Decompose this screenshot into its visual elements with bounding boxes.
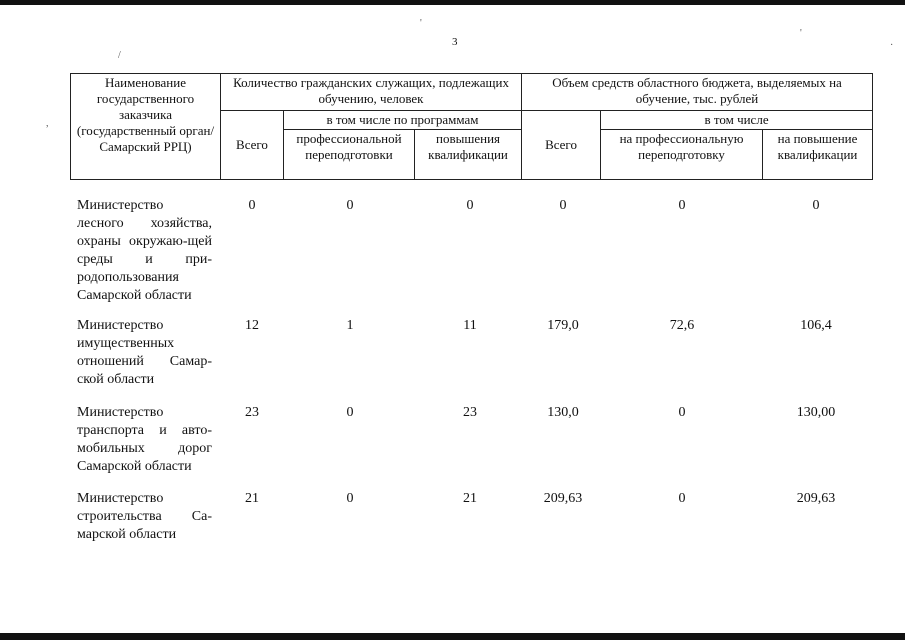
- row-budget-retraining: 0: [678, 198, 686, 213]
- row-count-qualification: 23: [463, 405, 477, 420]
- page-number: 3: [452, 36, 458, 48]
- row-name: Министерство строительства Са-марской области: [77, 491, 212, 542]
- header-budget-total: Всего: [522, 111, 601, 180]
- row-budget-total: 209,63: [543, 491, 583, 506]
- header-count-group: Количество гражданских служащих, подлежащих обучению, человек: [221, 74, 522, 111]
- row-budget-retraining: 72,6: [669, 318, 695, 333]
- header-count-retraining: профессиональной переподготовки: [284, 130, 415, 180]
- row-count-total: 21: [245, 491, 259, 506]
- row-budget-retraining: 0: [678, 491, 686, 506]
- row-count-retraining: 0: [346, 491, 354, 506]
- row-count-qualification: 11: [463, 318, 477, 333]
- row-name: Министерство лесного хозяйства, охраны окружаю-щей среды и при-родопользования Самарской области: [77, 198, 212, 303]
- row-budget-total: 0: [559, 198, 567, 213]
- row-count-total: 12: [245, 318, 259, 333]
- header-count-qualification: повышения квалификации: [415, 130, 522, 180]
- header-budget-including: в том числе: [601, 111, 873, 130]
- row-budget-qualification: 106,4: [800, 318, 832, 333]
- scan-speck: ': [800, 28, 802, 39]
- scan-speck: /: [118, 50, 121, 61]
- row-count-qualification: 21: [463, 491, 477, 506]
- header-count-total: Всего: [221, 111, 284, 180]
- header-count-subprograms: в том числе по программам: [284, 111, 522, 130]
- row-name: Министерство транспорта и авто-мобильных дорог Самарской области: [77, 405, 212, 474]
- row-count-retraining: 0: [346, 405, 354, 420]
- row-count-qualification: 0: [466, 198, 474, 213]
- row-budget-total: 179,0: [547, 318, 579, 333]
- row-budget-qualification: 0: [812, 198, 820, 213]
- scan-speck: ,: [46, 118, 49, 129]
- header-budget-qualification: на повышение квалификации: [763, 130, 873, 180]
- scan-speck: ': [420, 18, 422, 29]
- row-budget-qualification: 209,63: [796, 491, 836, 506]
- row-budget-qualification: 130,00: [796, 405, 836, 420]
- row-count-total: 0: [248, 198, 256, 213]
- row-count-total: 23: [245, 405, 259, 420]
- row-budget-retraining: 0: [678, 405, 686, 420]
- header-budget-group: Объем средств областного бюджета, выделяемых на обучение, тыс. рублей: [522, 74, 873, 111]
- header-budget-retraining: на профессиональную переподготовку: [601, 130, 763, 180]
- header-name-column: Наименование государственного заказчика (государственный орган/Самарский РРЦ): [71, 74, 221, 180]
- row-count-retraining: 0: [346, 198, 354, 213]
- row-name: Министерство имущественных отношений Самар-ской области: [77, 318, 212, 387]
- row-budget-total: 130,0: [547, 405, 579, 420]
- row-count-retraining: 1: [346, 318, 354, 333]
- scan-speck: ·: [890, 40, 894, 51]
